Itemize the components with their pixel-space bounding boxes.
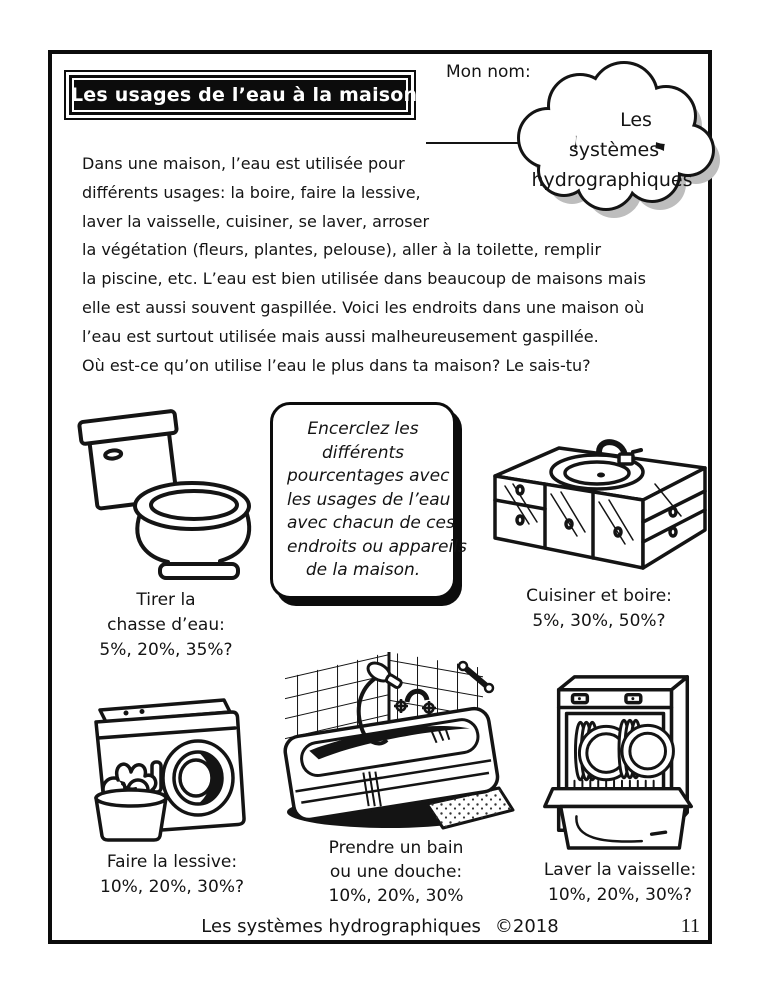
percentage-options: 5%, 20%, 35%? (99, 640, 233, 660)
instruction-box (270, 402, 467, 599)
figure-caption (484, 584, 714, 634)
figure-dishwasher (534, 664, 706, 908)
figure-vanity-sink (484, 428, 714, 634)
percentage-options: 10%, 20%, 30%? (100, 877, 244, 897)
washing-machine-icon (72, 692, 272, 844)
intro-line: Dans une maison, l’eau est utilisée pour (82, 154, 405, 173)
worksheet-page-frame (48, 50, 712, 944)
figure-bathtub (276, 640, 516, 908)
intro-paragraph (82, 150, 646, 380)
intro-line: elle est aussi souvent gaspillée. Voici les endroits dans une maison où (82, 297, 645, 317)
title-banner (64, 70, 416, 120)
percentage-options: 5%, 30%, 50%? (532, 611, 666, 631)
caption-line: chasse d’eau: (107, 615, 225, 635)
cloud-text-line2: systèmes (568, 139, 660, 161)
instruction-line: endroits ou appareils (287, 536, 467, 557)
intro-line: la piscine, etc. L’eau est bien utilisée dans beaucoup de maisons mais (82, 269, 646, 289)
caption-line: Cuisiner et boire: (526, 586, 672, 606)
figure-caption (72, 850, 272, 900)
instruction-line: différents (322, 442, 404, 463)
percentage-options: 10%, 20%, 30%? (548, 885, 692, 905)
toilet-icon (68, 406, 264, 582)
instruction-line: avec chacun de ces (287, 513, 455, 533)
instruction-line: pourcentages avec (287, 466, 450, 486)
caption-line: Prendre un bain (328, 838, 464, 858)
intro-line: différents usages: la boire, faire la lessive, (82, 182, 421, 202)
intro-line: laver la vaisselle, cuisiner, se laver, arroser (82, 211, 430, 231)
intro-line: la végétation (fleurs, plantes, pelouse), aller à la toilette, remplir (82, 240, 602, 260)
figure-toilet (68, 406, 264, 663)
percentage-options: 10%, 20%, 30% (328, 886, 464, 906)
caption-line: ou une douche: (329, 862, 463, 882)
cloud-text-line3: hydrographiques (531, 169, 693, 191)
dishwasher-icon (540, 664, 700, 852)
caption-line: Tirer la (136, 590, 196, 610)
intro-line: l’eau est surtout utilisée mais aussi malheureusement gaspillée. (82, 326, 599, 346)
footer-source: Les systèmes hydrographiques (201, 916, 481, 937)
figure-caption (68, 588, 264, 663)
caption-line: Faire la lessive: (106, 852, 238, 872)
figure-caption (534, 858, 706, 908)
bathtub-icon (277, 640, 515, 834)
instruction-line: de la maison. (305, 560, 421, 580)
figure-caption (276, 836, 516, 908)
instruction-line: les usages de l’eau (287, 489, 451, 510)
footer (52, 916, 708, 937)
footer-copyright: ©2018 (494, 916, 559, 937)
page-title: Les usages de l’eau à la maison (69, 75, 411, 115)
cloud-text-line1: Les (620, 109, 652, 131)
bathroom-vanity-sink-icon (485, 428, 713, 578)
name-label: Mon nom: (446, 62, 531, 82)
intro-line: Où est-ce qu’on utilise l’eau le plus dans ta maison? Le sais-tu? (82, 355, 591, 375)
caption-line: Laver la vaisselle: (543, 860, 697, 880)
instruction-line: Encerclez les (307, 419, 419, 439)
figure-washing-machine (72, 692, 272, 900)
page-number: 11 (680, 915, 700, 937)
